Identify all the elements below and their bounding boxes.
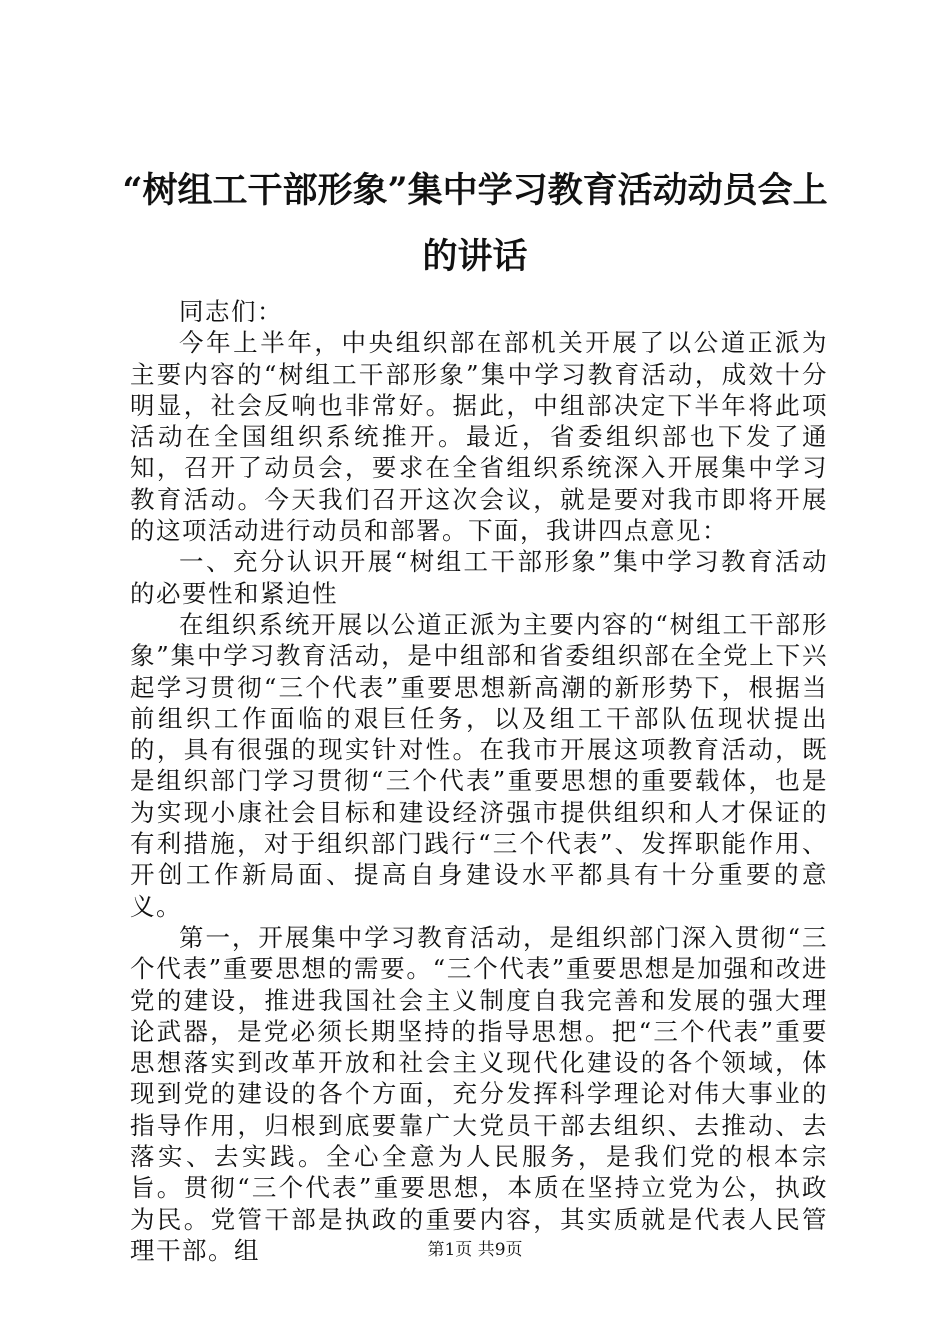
- page-number-footer: 第1页 共9页: [427, 1240, 523, 1260]
- section-heading: 一、充分认识开展“树组工干部形象”集中学习教育活动的必要性和紧迫性: [130, 547, 828, 608]
- salutation-paragraph: 同志们：: [179, 297, 283, 326]
- intro-paragraph: 今年上半年，中央组织部在部机关开展了以公道正派为主要内容的“树组工干部形象”集中学习教育活动，成效十分明显，社会反响也非常好。据此，中组部决定下半年将此项活动在全国组织系统推开。最近，省委组织部也下发了通知，召开了动员会，要求在全省组织系统深入开展集中学习教育活动。今天我们召开这次会议，就是要对我市即将开展的这项活动进行动员和部署。下面，我讲四点意见：: [130, 328, 828, 546]
- body-paragraph: 第一，开展集中学习教育活动，是组织部门深入贯彻“三个代表”重要思想的需要。“三个代表”重要思想是加强和改进党的建设，推进我国社会主义制度自我完善和发展的强大理论武器，是党必须长期坚持的指导思想。把“三个代表”重要思想落实到改革开放和社会主义现代化建设的各个领域，体现到党的建设的各个方面，充分发挥科学理论对伟大事业的指导作用，归根到底要靠广大党员干部去组织、去推动、去落实、去实践。全心全意为人民服务，是我们党的根本宗旨。贯彻“三个代表”重要思想，本质在坚持立党为公，执政为民。党管干部是执政的重要内容，其实质就是代表人民管理干部。组: [130, 922, 828, 1265]
- document-body: [130, 296, 828, 1266]
- body-paragraph: 在组织系统开展以公道正派为主要内容的“树组工干部形象”集中学习教育活动，是中组部和省委组织部在全党上下兴起学习贯彻“三个代表”重要思想新高潮的新形势下，根据当前组织工作面临的艰巨任务，以及组工干部队伍现状提出的，具有很强的现实针对性。在我市开展这项教育活动，既是组织部门学习贯彻“三个代表”重要思想的重要载体，也是为实现小康社会目标和建设经济强市提供组织和人才保证的有利措施，对于组织部门践行“三个代表”、发挥职能作用、开创工作新局面、提高自身建设水平都具有十分重要的意义。: [130, 609, 828, 921]
- document-title: “树组工干部形象”集中学习教育活动动员会上的讲话: [122, 170, 828, 277]
